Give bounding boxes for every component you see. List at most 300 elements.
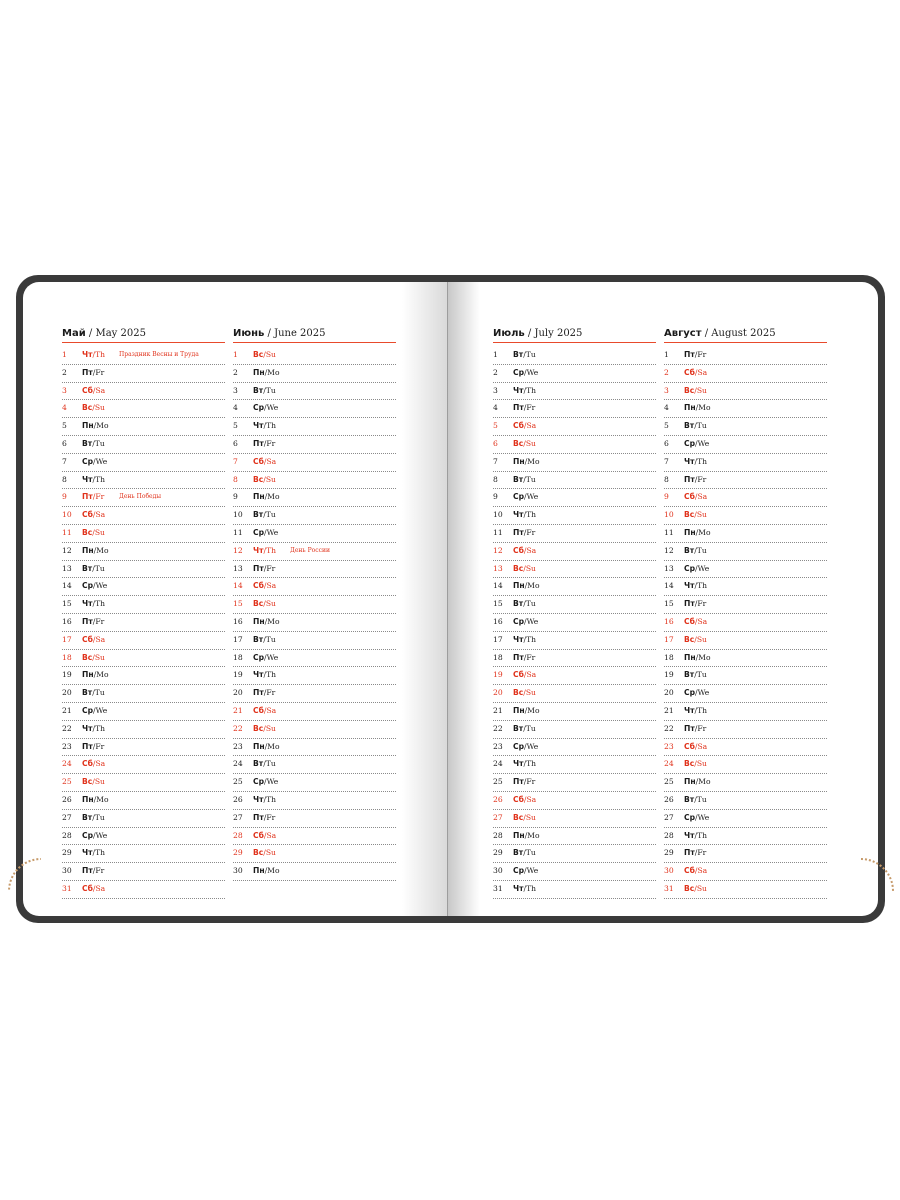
day-number: 7: [233, 456, 238, 466]
weekday-label: Вт/Tu: [684, 545, 707, 555]
weekday-ru: Пт: [253, 688, 264, 698]
weekday-ru: Пт: [513, 652, 524, 662]
weekday-label: Пт/Fr: [684, 474, 707, 484]
weekday-label: Вт/Tu: [253, 385, 276, 395]
day-row: [62, 561, 225, 579]
weekday-label: Пт/Fr: [82, 616, 105, 626]
weekday-en: Fr: [95, 866, 105, 876]
day-row: [493, 810, 656, 828]
day-list: [493, 347, 656, 899]
day-row: [664, 596, 827, 614]
day-row: [62, 525, 225, 543]
weekday-label: Пн/Mo: [82, 670, 109, 680]
weekday-ru: Ср: [253, 652, 265, 662]
day-number: 6: [233, 438, 238, 448]
weekday-ru: Вт: [684, 421, 695, 431]
day-row: [664, 543, 827, 561]
weekday-en: Fr: [95, 741, 105, 751]
weekday-ru: Вт: [684, 545, 695, 555]
day-row: [493, 436, 656, 454]
weekday-ru: Чт: [513, 883, 524, 893]
weekday-label: Сб/Sa: [513, 670, 537, 680]
weekday-label: Сб/Sa: [82, 510, 106, 520]
weekday-en: Mo: [527, 830, 540, 840]
weekday-ru: Вс: [684, 759, 695, 769]
day-number: 10: [664, 510, 674, 520]
weekday-label: Пт/Fr: [82, 866, 105, 876]
weekday-en: Sa: [95, 385, 106, 395]
day-number: 11: [233, 527, 243, 537]
weekday-label: Вс/Su: [684, 634, 707, 644]
weekday-ru: Сб: [82, 883, 93, 893]
day-number: 26: [62, 794, 72, 804]
day-number: 18: [62, 652, 72, 662]
day-row: [62, 596, 225, 614]
day-number: 5: [62, 421, 67, 431]
day-number: 21: [493, 705, 503, 715]
weekday-en: Mo: [267, 866, 280, 876]
day-row: [233, 436, 396, 454]
weekday-en: We: [697, 812, 710, 822]
day-number: 15: [664, 599, 674, 609]
day-row: [233, 418, 396, 436]
holiday-note: День Победы: [119, 493, 162, 501]
day-row: [493, 721, 656, 739]
day-row: [233, 543, 396, 561]
weekday-ru: Сб: [684, 866, 695, 876]
weekday-ru: Ср: [513, 367, 525, 377]
day-row: [493, 685, 656, 703]
weekday-ru: Вт: [82, 563, 93, 573]
weekday-en: Tu: [265, 759, 276, 769]
day-number: 2: [233, 367, 238, 377]
weekday-en: Sa: [697, 616, 708, 626]
day-number: 20: [233, 688, 243, 698]
day-number: 17: [493, 634, 503, 644]
day-row: [493, 383, 656, 401]
weekday-ru: Ср: [253, 777, 265, 787]
weekday-en: Mo: [527, 456, 540, 466]
day-number: 29: [493, 848, 503, 858]
weekday-ru: Сб: [513, 545, 524, 555]
weekday-ru: Ср: [684, 438, 696, 448]
weekday-en: Sa: [266, 705, 277, 715]
day-row: [233, 667, 396, 685]
weekday-ru: Ср: [82, 581, 94, 591]
weekday-en: Tu: [525, 599, 536, 609]
day-row: [233, 810, 396, 828]
weekday-ru: Вс: [253, 350, 264, 359]
day-row: [233, 685, 396, 703]
weekday-label: Сб/Sa: [253, 830, 277, 840]
weekday-ru: Пн: [684, 652, 696, 662]
weekday-label: Вт/Tu: [82, 812, 105, 822]
weekday-ru: Вс: [513, 812, 524, 822]
weekday-en: Sa: [95, 510, 106, 520]
weekday-ru: Пт: [82, 741, 93, 751]
day-number: 16: [493, 616, 503, 626]
day-row: [493, 881, 656, 899]
weekday-en: Su: [525, 688, 536, 698]
weekday-ru: Пн: [253, 492, 265, 502]
day-row: [62, 489, 225, 507]
day-row: [233, 863, 396, 881]
day-number: 13: [233, 563, 243, 573]
day-number: 14: [233, 581, 243, 591]
weekday-en: Mo: [527, 581, 540, 591]
weekday-ru: Сб: [253, 456, 264, 466]
day-row: [664, 774, 827, 792]
weekday-label: Вс/Su: [253, 723, 276, 733]
weekday-label: Ср/We: [82, 830, 108, 840]
day-row: [493, 525, 656, 543]
weekday-en: Th: [526, 759, 537, 769]
day-number: 9: [62, 492, 67, 502]
weekday-label: Пн/Mo: [513, 830, 540, 840]
day-number: 24: [493, 759, 503, 769]
weekday-label: Пн/Mo: [82, 794, 109, 804]
day-number: 29: [62, 848, 72, 858]
weekday-label: Ср/We: [253, 527, 279, 537]
weekday-en: Mo: [96, 794, 109, 804]
day-number: 6: [664, 438, 669, 448]
day-number: 14: [62, 581, 72, 591]
month-name-ru: Июль: [493, 328, 525, 339]
weekday-en: Su: [696, 634, 707, 644]
month-name-ru: Май: [62, 328, 86, 339]
day-row: [233, 703, 396, 721]
weekday-en: We: [526, 866, 539, 876]
weekday-en: Fr: [697, 474, 707, 484]
weekday-ru: Чт: [513, 634, 524, 644]
weekday-label: Пт/Fr: [513, 403, 536, 413]
month-name-ru: Август: [664, 328, 702, 339]
weekday-en: Fr: [266, 438, 276, 448]
weekday-ru: Чт: [82, 599, 93, 609]
day-row: [493, 578, 656, 596]
weekday-en: We: [526, 616, 539, 626]
weekday-en: Mo: [96, 670, 109, 680]
day-row: [664, 525, 827, 543]
day-row: [664, 650, 827, 668]
weekday-label: Пт/Fr: [82, 367, 105, 377]
day-row: [62, 347, 225, 365]
day-number: 25: [233, 777, 243, 787]
day-number: 13: [664, 563, 674, 573]
weekday-en: Tu: [94, 563, 105, 573]
weekday-ru: Пн: [82, 421, 94, 431]
weekday-ru: Вс: [253, 723, 264, 733]
day-number: 9: [493, 492, 498, 502]
weekday-en: We: [95, 830, 108, 840]
weekday-label: Вт/Tu: [513, 350, 536, 359]
weekday-en: Mo: [698, 403, 711, 413]
weekday-en: Th: [697, 581, 708, 591]
weekday-label: Чт/Th: [253, 794, 277, 804]
weekday-en: Tu: [94, 812, 105, 822]
day-number: 25: [62, 777, 72, 787]
weekday-label: Пн/Mo: [82, 545, 109, 555]
weekday-label: Ср/We: [684, 438, 710, 448]
weekday-en: Fr: [526, 777, 536, 787]
day-list: [233, 347, 396, 881]
weekday-en: Fr: [526, 403, 536, 413]
weekday-en: Su: [525, 438, 536, 448]
weekday-label: Сб/Sa: [513, 794, 537, 804]
weekday-ru: Пн: [684, 403, 696, 413]
weekday-label: Пт/Fr: [82, 741, 105, 751]
month-name-en: June 2025: [274, 328, 326, 339]
weekday-en: Fr: [697, 599, 707, 609]
day-number: 18: [493, 652, 503, 662]
weekday-en: Th: [697, 456, 708, 466]
weekday-en: Tu: [696, 421, 707, 431]
weekday-ru: Чт: [684, 705, 695, 715]
weekday-ru: Пн: [82, 794, 94, 804]
weekday-label: Чт/Th: [82, 350, 106, 359]
day-row: [493, 863, 656, 881]
day-number: 4: [493, 403, 498, 413]
weekday-ru: Пн: [82, 670, 94, 680]
weekday-en: Th: [526, 634, 537, 644]
weekday-ru: Пт: [684, 599, 695, 609]
day-number: 18: [664, 652, 674, 662]
day-number: 21: [664, 705, 674, 715]
weekday-ru: Сб: [82, 634, 93, 644]
weekday-ru: Вс: [513, 438, 524, 448]
weekday-label: Вт/Tu: [253, 634, 276, 644]
day-number: 30: [62, 866, 72, 876]
weekday-label: Сб/Sa: [82, 759, 106, 769]
day-number: 19: [664, 670, 674, 680]
weekday-en: Su: [265, 723, 276, 733]
weekday-label: Пт/Fr: [253, 438, 276, 448]
day-row: [493, 614, 656, 632]
weekday-en: Mo: [267, 616, 280, 626]
day-row: [62, 863, 225, 881]
weekday-en: Su: [94, 403, 105, 413]
day-row: [493, 365, 656, 383]
day-row: [664, 632, 827, 650]
weekday-label: Вт/Tu: [684, 670, 707, 680]
weekday-en: Sa: [697, 866, 708, 876]
weekday-label: Пт/Fr: [684, 599, 707, 609]
month-name-en: May 2025: [95, 328, 146, 339]
day-row: [664, 810, 827, 828]
weekday-en: We: [266, 527, 279, 537]
day-number: 16: [62, 616, 72, 626]
day-number: 24: [233, 759, 243, 769]
weekday-ru: Ср: [82, 705, 94, 715]
weekday-label: Пн/Mo: [82, 421, 109, 431]
day-row: [233, 400, 396, 418]
day-number: 13: [493, 563, 503, 573]
weekday-ru: Вт: [253, 634, 264, 644]
day-number: 19: [493, 670, 503, 680]
weekday-en: Fr: [697, 848, 707, 858]
weekday-ru: Вт: [513, 474, 524, 484]
weekday-ru: Вт: [513, 599, 524, 609]
weekday-ru: Пн: [513, 456, 525, 466]
weekday-en: Th: [526, 385, 537, 395]
page-gutter-shadow-right: [448, 282, 480, 916]
weekday-label: Ср/We: [513, 367, 539, 377]
weekday-ru: Вт: [684, 670, 695, 680]
weekday-label: Пт/Fr: [684, 350, 707, 359]
day-row: [493, 792, 656, 810]
day-number: 3: [233, 385, 238, 395]
weekday-ru: Сб: [253, 705, 264, 715]
day-row: [233, 632, 396, 650]
weekday-en: Th: [95, 723, 106, 733]
day-number: 23: [233, 741, 243, 751]
day-number: 5: [233, 421, 238, 431]
weekday-ru: Пт: [82, 866, 93, 876]
weekday-en: Fr: [95, 616, 105, 626]
day-row: [664, 436, 827, 454]
weekday-en: Fr: [266, 688, 276, 698]
weekday-ru: Чт: [513, 510, 524, 520]
month-title: Июль / July 2025: [493, 327, 656, 343]
day-number: 23: [493, 741, 503, 751]
weekday-ru: Вт: [253, 510, 264, 520]
day-row: [493, 507, 656, 525]
weekday-en: Mo: [698, 652, 711, 662]
day-number: 12: [493, 545, 503, 555]
day-number: 31: [62, 883, 72, 893]
month-title: Май / May 2025: [62, 327, 225, 343]
weekday-ru: Чт: [684, 830, 695, 840]
weekday-ru: Пт: [513, 527, 524, 537]
weekday-ru: Чт: [684, 456, 695, 466]
day-number: 15: [493, 599, 503, 609]
weekday-en: We: [526, 741, 539, 751]
weekday-label: Сб/Sa: [82, 634, 106, 644]
weekday-ru: Ср: [253, 403, 265, 413]
weekday-label: Ср/We: [82, 705, 108, 715]
weekday-ru: Чт: [253, 794, 264, 804]
weekday-label: Пн/Mo: [513, 581, 540, 591]
day-number: 16: [233, 616, 243, 626]
day-number: 2: [493, 367, 498, 377]
day-row: [62, 472, 225, 490]
weekday-en: Th: [697, 830, 708, 840]
day-row: [233, 472, 396, 490]
day-number: 6: [493, 438, 498, 448]
day-row: [664, 614, 827, 632]
day-number: 20: [493, 688, 503, 698]
weekday-label: Чт/Th: [82, 474, 106, 484]
weekday-label: Сб/Sa: [684, 367, 708, 377]
weekday-label: Сб/Sa: [253, 456, 277, 466]
weekday-ru: Чт: [82, 848, 93, 858]
day-row: [493, 828, 656, 846]
day-number: 10: [233, 510, 243, 520]
weekday-label: Пт/Fr: [82, 492, 105, 502]
day-row: [233, 739, 396, 757]
weekday-en: Tu: [94, 438, 105, 448]
weekday-label: Вт/Tu: [513, 848, 536, 858]
page-gutter-shadow-left: [402, 282, 448, 916]
day-list: [664, 347, 827, 899]
weekday-en: Fr: [95, 367, 105, 377]
weekday-ru: Ср: [82, 830, 94, 840]
weekday-label: Чт/Th: [513, 510, 537, 520]
weekday-ru: Ср: [253, 527, 265, 537]
day-row: [664, 756, 827, 774]
day-row: [664, 454, 827, 472]
day-row: [62, 792, 225, 810]
weekday-label: Пн/Mo: [513, 705, 540, 715]
day-row: [62, 721, 225, 739]
day-row: [62, 632, 225, 650]
weekday-label: Пт/Fr: [513, 527, 536, 537]
weekday-label: Пт/Fr: [253, 688, 276, 698]
weekday-en: Su: [94, 652, 105, 662]
weekday-ru: Вс: [513, 563, 524, 573]
day-row: [493, 472, 656, 490]
weekday-ru: Ср: [513, 741, 525, 751]
day-row: [62, 845, 225, 863]
day-number: 15: [233, 599, 243, 609]
weekday-ru: Чт: [513, 759, 524, 769]
weekday-label: Вс/Su: [253, 474, 276, 484]
weekday-label: Вт/Tu: [82, 438, 105, 448]
day-number: 12: [62, 545, 72, 555]
weekday-ru: Вс: [684, 510, 695, 520]
weekday-en: Tu: [265, 510, 276, 520]
weekday-en: Su: [696, 510, 707, 520]
day-row: [62, 543, 225, 561]
day-row: [664, 489, 827, 507]
weekday-ru: Вс: [253, 474, 264, 484]
weekday-en: Su: [265, 350, 276, 359]
day-row: [493, 774, 656, 792]
weekday-ru: Сб: [684, 367, 695, 377]
month-june: [233, 327, 396, 881]
weekday-label: Чт/Th: [513, 634, 537, 644]
weekday-label: Вс/Su: [82, 777, 105, 787]
day-number: 26: [233, 794, 243, 804]
day-number: 28: [493, 830, 503, 840]
weekday-label: Сб/Sa: [82, 883, 106, 893]
weekday-ru: Пн: [684, 527, 696, 537]
day-number: 9: [233, 492, 238, 502]
weekday-en: We: [95, 581, 108, 591]
day-number: 22: [233, 723, 243, 733]
day-row: [493, 632, 656, 650]
weekday-label: Чт/Th: [684, 705, 708, 715]
weekday-en: Fr: [266, 812, 276, 822]
weekday-ru: Чт: [253, 421, 264, 431]
weekday-label: Ср/We: [82, 581, 108, 591]
day-row: [493, 489, 656, 507]
weekday-en: Th: [266, 670, 277, 680]
weekday-ru: Чт: [82, 474, 93, 484]
day-number: 27: [62, 812, 72, 822]
weekday-ru: Пн: [253, 367, 265, 377]
day-row: [664, 703, 827, 721]
day-number: 1: [62, 350, 67, 359]
weekday-en: Tu: [94, 688, 105, 698]
weekday-ru: Ср: [513, 616, 525, 626]
day-number: 7: [62, 456, 67, 466]
weekday-en: Tu: [525, 474, 536, 484]
weekday-ru: Сб: [513, 421, 524, 431]
day-number: 28: [664, 830, 674, 840]
day-row: [233, 614, 396, 632]
day-number: 29: [664, 848, 674, 858]
